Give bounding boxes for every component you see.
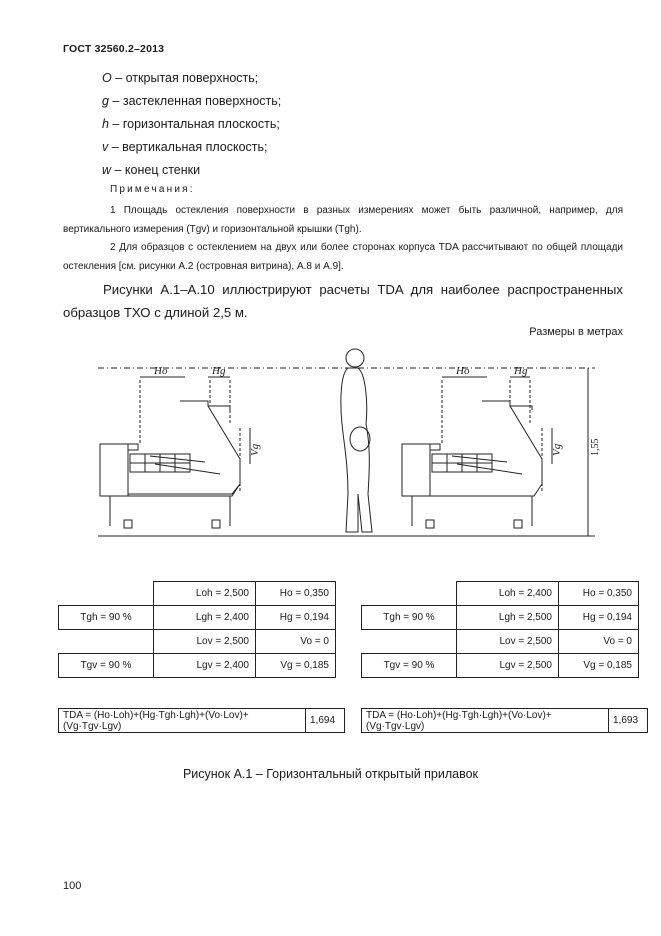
formula-value: 1,694 (306, 709, 345, 733)
table-cell: Vo = 0 (256, 630, 336, 654)
left-formula-table (58, 708, 345, 733)
table-cell: Tgh = 90 % (362, 606, 457, 630)
left-counter (100, 377, 250, 528)
note-2: 2 Для образцов с остеклением на двух или более сторонах корпуса TDA рассчитывают по общей площади остекления [см. рисунки А.2 (островная витрина), А.8 и А.9]. (63, 242, 623, 272)
table-cell: Vo = 0 (559, 630, 639, 654)
right-hg-label: Hg (514, 365, 528, 377)
table-cell: Lov = 2,500 (154, 630, 256, 654)
left-parameters-table (58, 581, 336, 678)
right-parameters-table (361, 581, 639, 678)
definition-w: w – конец стенки (102, 163, 201, 177)
table-cell: Lov = 2,500 (457, 630, 559, 654)
table-cell: Tgv = 90 % (362, 654, 457, 678)
definition-h: h – горизонтальная плоскость; (102, 117, 280, 131)
formula-expression: TDA = (Ho·Loh)+(Hg·Tgh·Lgh)+(Vo·Lov)+(Vg·Tgv·Lgv) (362, 709, 609, 733)
table-cell: Loh = 2,400 (457, 582, 559, 606)
left-vg-label: Vg (249, 443, 261, 456)
definition-v: v – вертикальная плоскость; (102, 140, 268, 154)
table-cell: Tgh = 90 % (59, 606, 154, 630)
table-cell: Lgv = 2,500 (457, 654, 559, 678)
table-cell: Ho = 0,350 (256, 582, 336, 606)
definition-o: O – открытая поверхность; (102, 71, 259, 85)
figure-caption: Рисунок А.1 – Горизонтальный открытый прилавок (182, 767, 479, 781)
counter-figure (90, 344, 620, 544)
formula-expression: TDA = (Ho·Loh)+(Hg·Tgh·Lgh)+(Vo·Lov)+(Vg·Tgv·Lgv) (59, 709, 306, 733)
table-cell: Tgv = 90 % (59, 654, 154, 678)
right-formula-table (361, 708, 648, 733)
human-silhouette (341, 349, 372, 532)
note-1: 1 Площадь остекления поверхности в разных измерениях может быть различной, например, для вертикального измерения (Tgv) и горизонтальной крышки (Tgh). (63, 205, 623, 235)
page-number: 100 (63, 880, 82, 892)
table-cell: Lgv = 2,400 (154, 654, 256, 678)
table-cell: Ho = 0,350 (559, 582, 639, 606)
table-cell: Vg = 0,185 (559, 654, 639, 678)
document-header: ГОСТ 32560.2–2013 (63, 43, 165, 55)
definition-g: g – застекленная поверхность; (102, 94, 282, 108)
table-cell: Loh = 2,500 (154, 582, 256, 606)
table-cell: Hg = 0,194 (559, 606, 639, 630)
intro-paragraph: Рисунки А.1–А.10 иллюстрируют расчеты TDA для наиболее распространенных образцов ТХО с длиной 2,5 м. (63, 282, 623, 320)
left-hg-label: Hg (212, 365, 226, 377)
table-cell: Hg = 0,194 (256, 606, 336, 630)
table-cell: Lgh = 2,400 (154, 606, 256, 630)
units-note: Размеры в метрах (529, 326, 623, 338)
right-ho-label: Ho (456, 365, 470, 377)
table-cell: Vg = 0,185 (256, 654, 336, 678)
formula-value: 1,693 (609, 709, 648, 733)
height-dimension-label: 1,55 (590, 438, 601, 456)
left-ho-label: Ho (154, 365, 168, 377)
note-title: Примечания: (110, 184, 195, 195)
table-cell: Lgh = 2,500 (457, 606, 559, 630)
right-vg-label: Vg (551, 443, 563, 456)
